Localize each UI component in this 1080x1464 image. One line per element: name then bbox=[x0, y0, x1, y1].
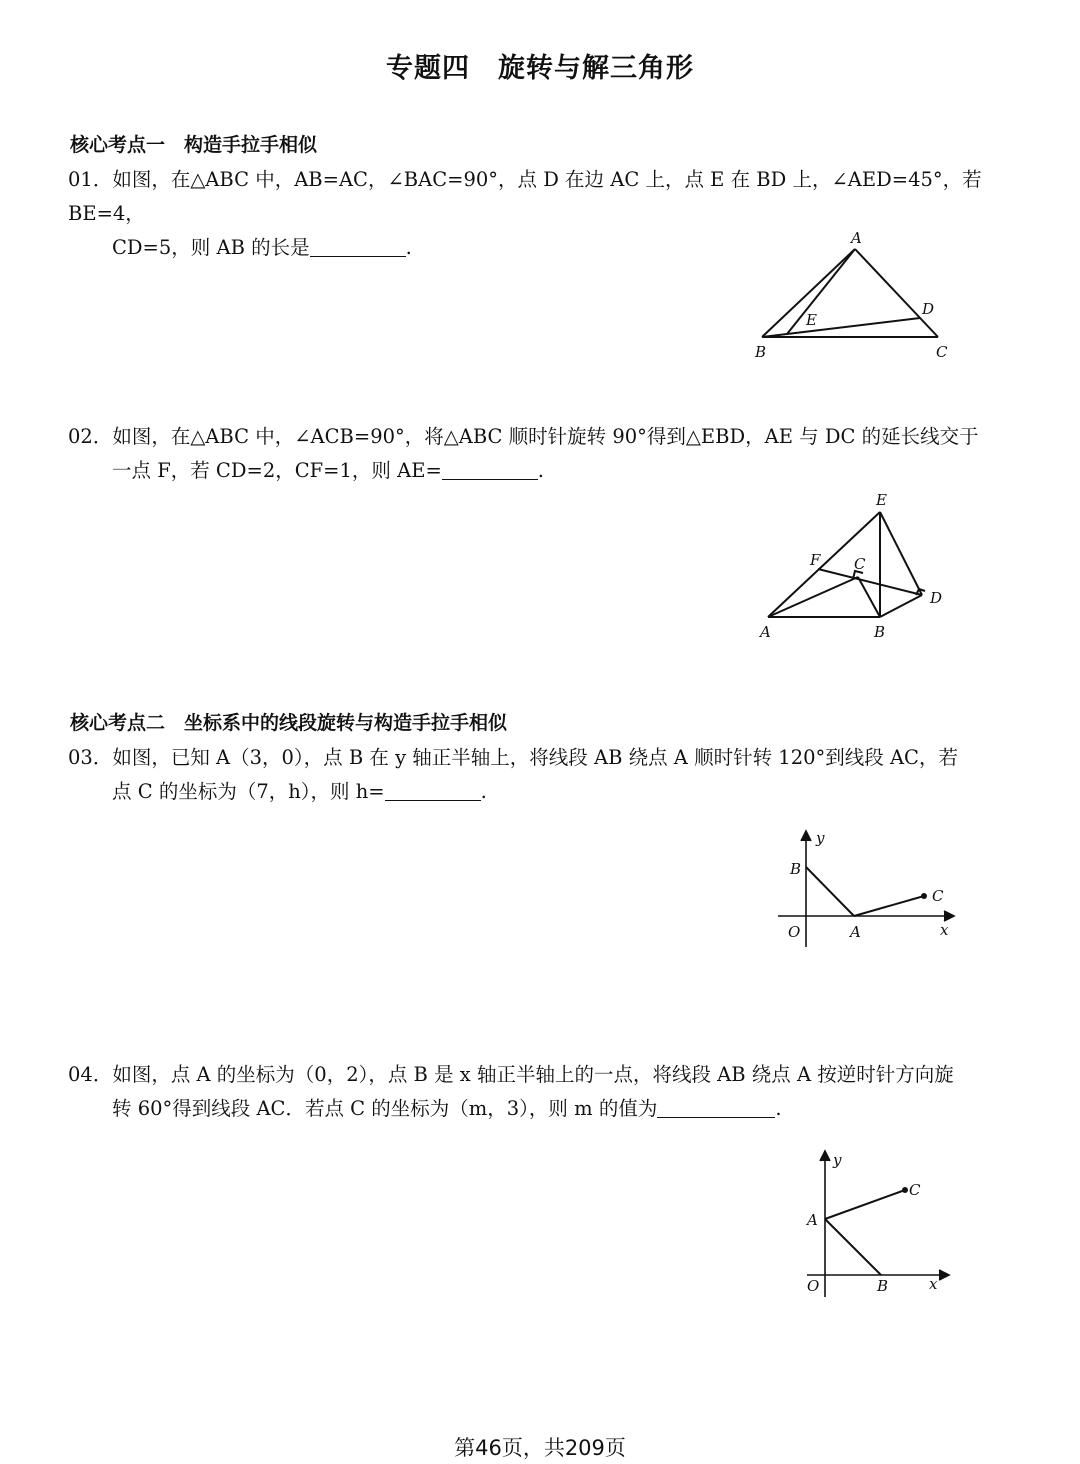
fig2-label-A: A bbox=[760, 623, 771, 641]
fig1-label-B: B bbox=[755, 343, 767, 361]
question-03-line2: 点 C 的坐标为（7，h），则 h= bbox=[112, 780, 385, 803]
figure-02 bbox=[750, 485, 970, 654]
fig3-label-y: y bbox=[816, 829, 825, 847]
figure-04 bbox=[795, 1145, 965, 1309]
fig3-label-C: C bbox=[932, 887, 944, 905]
figure-03 bbox=[770, 825, 970, 959]
question-01-line1: 01．如图，在△ABC 中，AB=AC，∠BAC=90°，点 D 在边 AC 上，点 E 在 BD 上，∠AED=45°，若 BE=4， bbox=[68, 168, 982, 225]
fig4-label-O: O bbox=[807, 1277, 820, 1295]
fig2-label-E: E bbox=[876, 491, 887, 509]
question-03: 03．如图，已知 A（3，0），点 B 在 y 轴正半轴上，将线段 AB 绕点 A 顺时针转 120°到线段 AC，若 点 C 的坐标为（7，h），则 h= . bbox=[68, 741, 1023, 809]
question-02-line2: 一点 F，若 CD=2，CF=1，则 AE= bbox=[112, 459, 442, 482]
fig1-label-A: A bbox=[851, 229, 862, 247]
fig3-label-x: x bbox=[940, 921, 949, 939]
answer-blank-03[interactable] bbox=[385, 780, 481, 801]
fig4-label-A: A bbox=[807, 1211, 818, 1229]
question-03-line1: 03．如图，已知 A（3，0），点 B 在 y 轴正半轴上，将线段 AB 绕点 A 顺时针转 120°到线段 AC，若 bbox=[68, 746, 958, 769]
page-title: 专题四 旋转与解三角形 bbox=[386, 53, 694, 84]
section-heading-1: 核心考点一 构造手拉手相似 bbox=[70, 134, 318, 156]
question-02-line1: 02．如图，在△ABC 中，∠ACB=90°，将△ABC 顺时针旋转 90°得到△EBD，AE 与 DC 的延长线交于 bbox=[68, 425, 979, 448]
fig3-label-O: O bbox=[788, 923, 801, 941]
fig1-label-E: E bbox=[806, 311, 817, 329]
fig1-label-D: D bbox=[922, 300, 935, 318]
question-01: 01．如图，在△ABC 中，AB=AC，∠BAC=90°，点 D 在边 AC 上，点 E 在 BD 上，∠AED=45°，若 BE=4， CD=5，则 AB 的长是 . bbox=[68, 163, 1023, 265]
question-04: 04．如图，点 A 的坐标为（0，2），点 B 是 x 轴正半轴上的一点，将线段 AB 绕点 A 按逆时针方向旋 转 60°得到线段 AC．若点 C 的坐标为（m，3），则 m 的值为 . bbox=[68, 1058, 1023, 1126]
question-04-line1: 04．如图，点 A 的坐标为（0，2），点 B 是 x 轴正半轴上的一点，将线段 AB 绕点 A 按逆时针方向旋 bbox=[68, 1063, 954, 1086]
fig2-label-D: D bbox=[930, 589, 943, 607]
question-01-line2: CD=5，则 AB 的长是 bbox=[112, 236, 310, 259]
answer-blank-04[interactable] bbox=[657, 1097, 775, 1118]
fig4-label-x: x bbox=[929, 1275, 938, 1293]
section-heading-2: 核心考点二 坐标系中的线段旋转与构造手拉手相似 bbox=[70, 712, 508, 734]
fig3-label-B: B bbox=[790, 860, 802, 878]
page-number-footer: 第46页，共209页 bbox=[454, 1436, 626, 1460]
question-04-line2: 转 60°得到线段 AC．若点 C 的坐标为（m，3），则 m 的值为 bbox=[112, 1097, 658, 1120]
answer-blank-01[interactable] bbox=[310, 236, 406, 257]
fig2-label-F: F bbox=[810, 551, 821, 569]
fig2-label-C: C bbox=[854, 555, 866, 573]
answer-blank-02[interactable] bbox=[442, 459, 538, 480]
fig1-label-C: C bbox=[936, 343, 948, 361]
figure-01 bbox=[740, 225, 970, 374]
fig4-label-y: y bbox=[833, 1151, 842, 1169]
question-02: 02．如图，在△ABC 中，∠ACB=90°，将△ABC 顺时针旋转 90°得到△EBD，AE 与 DC 的延长线交于 一点 F，若 CD=2，CF=1，则 AE= . bbox=[68, 420, 1023, 488]
fig4-label-C: C bbox=[909, 1181, 921, 1199]
fig4-label-B: B bbox=[877, 1277, 889, 1295]
fig2-label-B: B bbox=[874, 623, 886, 641]
fig3-label-A: A bbox=[850, 923, 861, 941]
